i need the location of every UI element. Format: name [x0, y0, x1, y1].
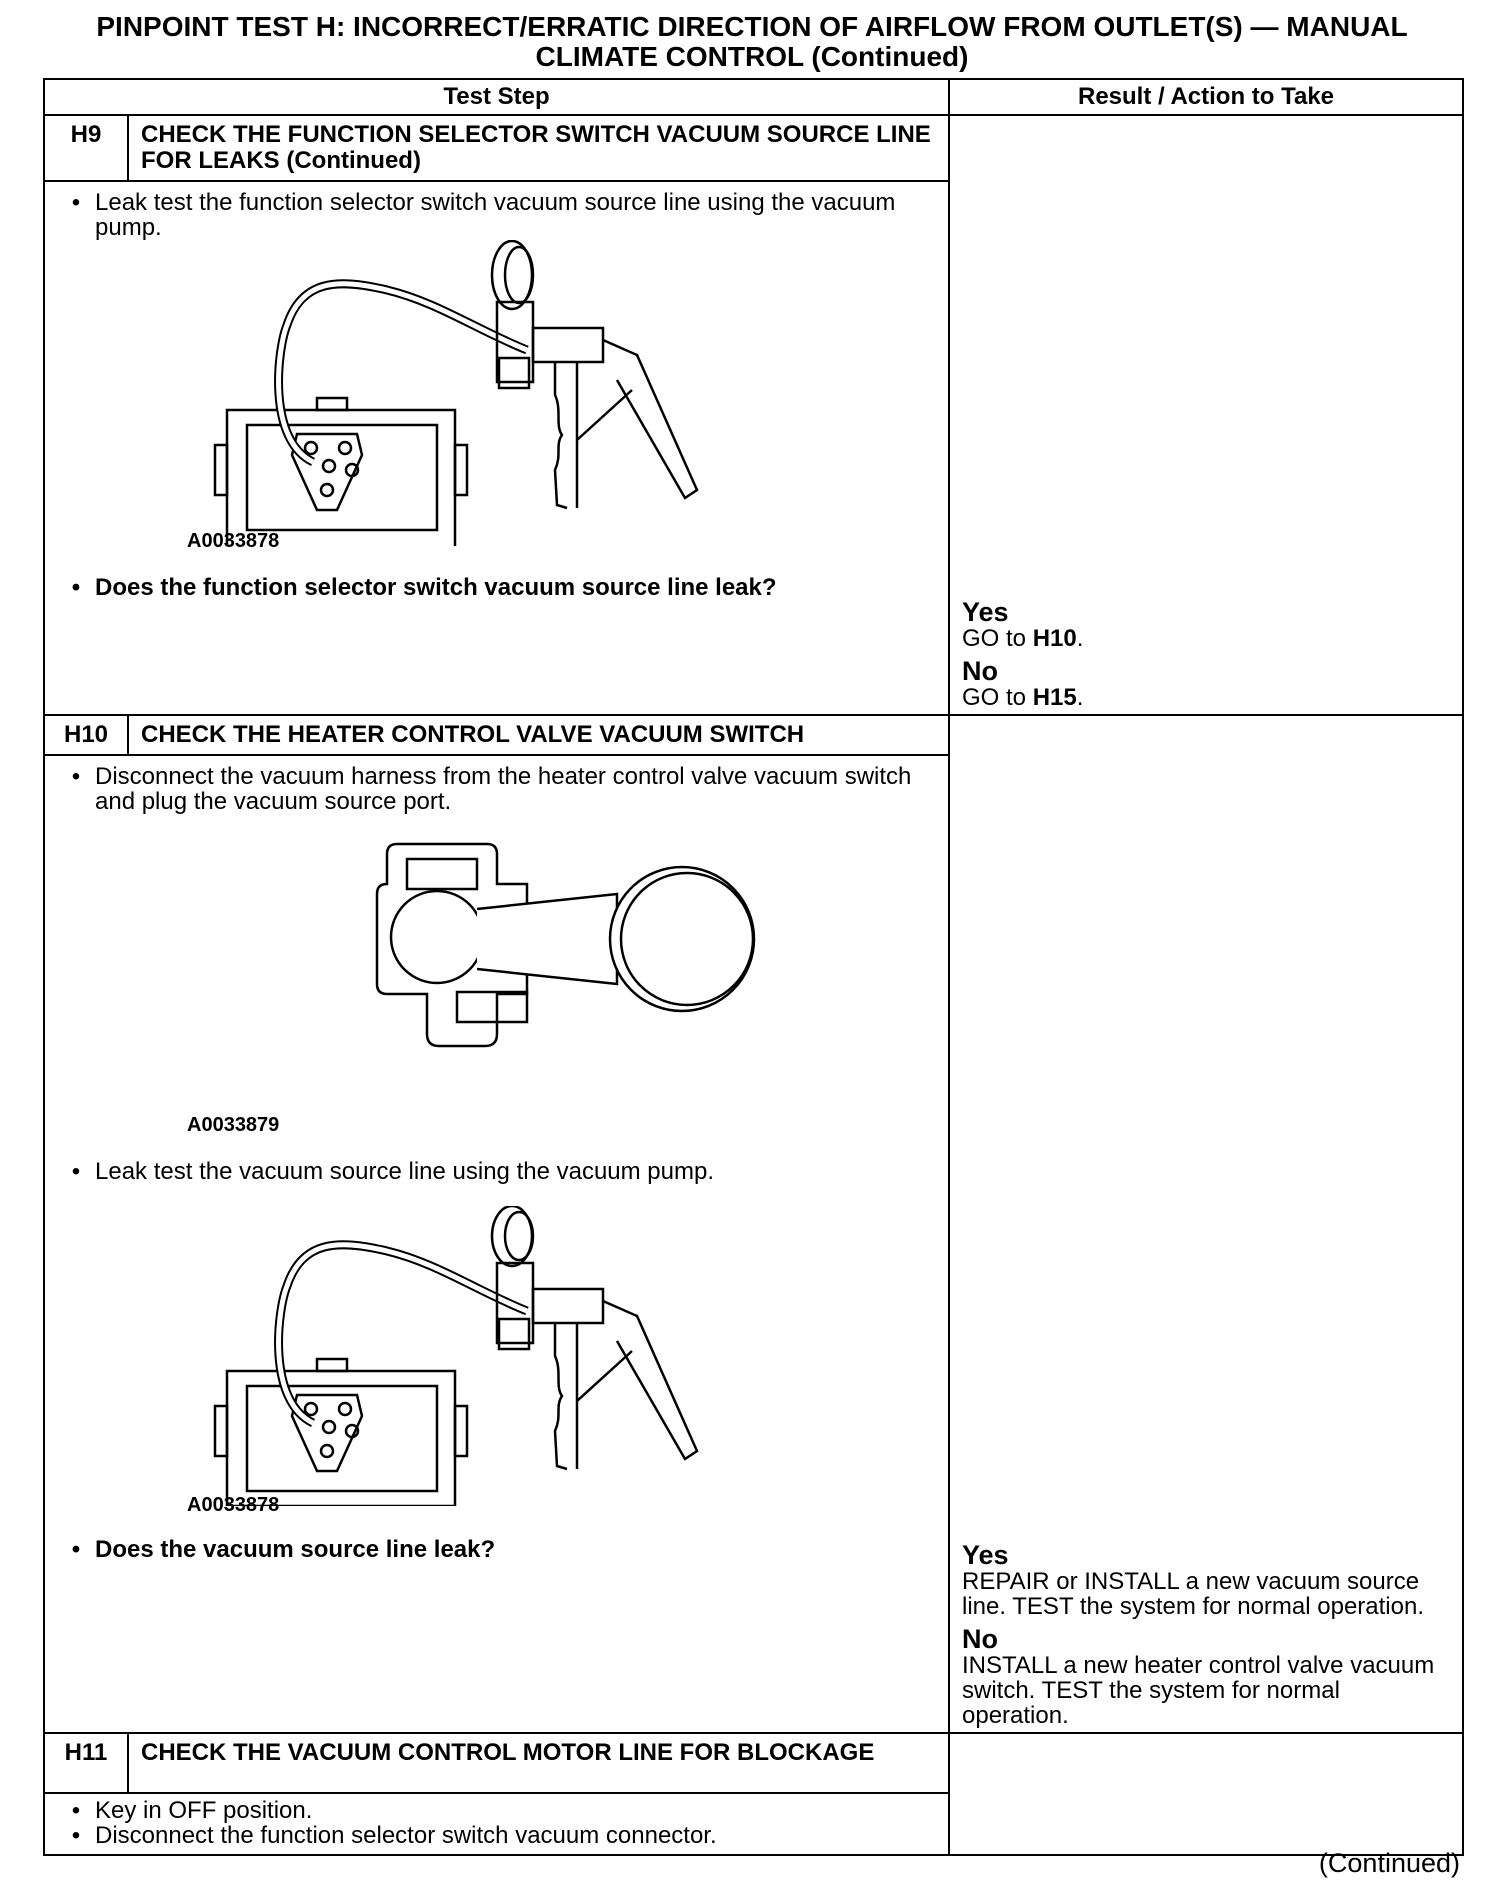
- table-header-row: [44, 79, 1463, 115]
- title-line-2: CLIMATE CONTROL (Continued): [535, 41, 969, 72]
- instruction-bullet: • Leak test the function selector switch vacuum source line using the vacuum pump.: [71, 189, 896, 241]
- vacuum-pump-illustration: [57, 1206, 857, 1506]
- continued-label: (Continued): [1318, 1848, 1460, 1878]
- result-cell-h9: Yes GO to H10. No GO to H15.: [949, 115, 1463, 715]
- result-cell-h11: [949, 1733, 1463, 1855]
- no-label: No: [962, 1624, 998, 1654]
- yes-text: REPAIR or INSTALL a new vacuum source line. TEST the system for normal operation.: [962, 1568, 1424, 1620]
- question-bullet: • Does the function selector switch vacuum source line leak?: [71, 574, 777, 601]
- figure-id: A0033879: [187, 1114, 280, 1136]
- step-body: [44, 755, 949, 1733]
- no-ref: H15: [1032, 684, 1077, 711]
- no-text: GO to: [962, 684, 1033, 711]
- step-header: CHECK THE VACUUM CONTROL MOTOR LINE FOR BLOCKAGE: [128, 1733, 949, 1793]
- switch-body: [227, 1371, 455, 1506]
- pinpoint-test-table: [43, 78, 1464, 1856]
- step-body: [44, 1793, 949, 1855]
- step-body: [44, 181, 949, 715]
- yes-label: Yes: [962, 1540, 1009, 1570]
- vacuum-pump-illustration: [57, 240, 857, 546]
- figure-heater-control-valve: [57, 814, 938, 1114]
- step-row-h10: [44, 715, 1463, 755]
- step-row-h11: [44, 1733, 1463, 1793]
- no-label: No: [962, 656, 998, 686]
- step-id: H9: [44, 115, 128, 181]
- title-line-1: PINPOINT TEST H: INCORRECT/ERRATIC DIRECTION OF AIRFLOW FROM OUTLET(S) — MANUAL: [96, 11, 1408, 42]
- page-title: [0, 12, 1504, 72]
- figure-vacuum-pump-switch: [57, 1206, 938, 1506]
- result-header: Result / Action to Take: [949, 79, 1463, 115]
- result-cell-h10: [949, 715, 1463, 1733]
- instruction-bullet: • Disconnect the function selector switch vacuum connector.: [71, 1822, 717, 1849]
- yes-text: GO to: [962, 625, 1033, 652]
- figure-id: A0033878: [187, 1494, 280, 1516]
- instruction-bullet: • Key in OFF position.: [71, 1797, 313, 1824]
- test-step-header: Test Step: [44, 79, 949, 115]
- question-bullet: • Does the vacuum source line leak?: [71, 1536, 496, 1563]
- instruction-bullet: • Leak test the vacuum source line using the vacuum pump.: [71, 1158, 715, 1185]
- figure-vacuum-pump-switch: [57, 240, 938, 546]
- instruction-bullet: • Disconnect the vacuum harness from the heater control valve vacuum switch and plug the vacuum source port.: [71, 763, 912, 815]
- no-text: INSTALL a new heater control valve vacuum switch. TEST the system for normal operation.: [962, 1652, 1435, 1729]
- step-id: H10: [44, 715, 128, 755]
- yes-label: Yes: [962, 597, 1009, 627]
- step-id: H11: [44, 1733, 128, 1793]
- valve-switch-illustration: [57, 814, 857, 1114]
- step-header: CHECK THE HEATER CONTROL VALVE VACUUM SWITCH: [128, 715, 949, 755]
- step-row-h9: [44, 115, 1463, 181]
- switch-body: [227, 410, 455, 546]
- yes-ref: H10: [1032, 625, 1077, 652]
- figure-id: A0033878: [187, 530, 280, 552]
- step-header: CHECK THE FUNCTION SELECTOR SWITCH VACUUM SOURCE LINE FOR LEAKS (Continued): [128, 115, 949, 181]
